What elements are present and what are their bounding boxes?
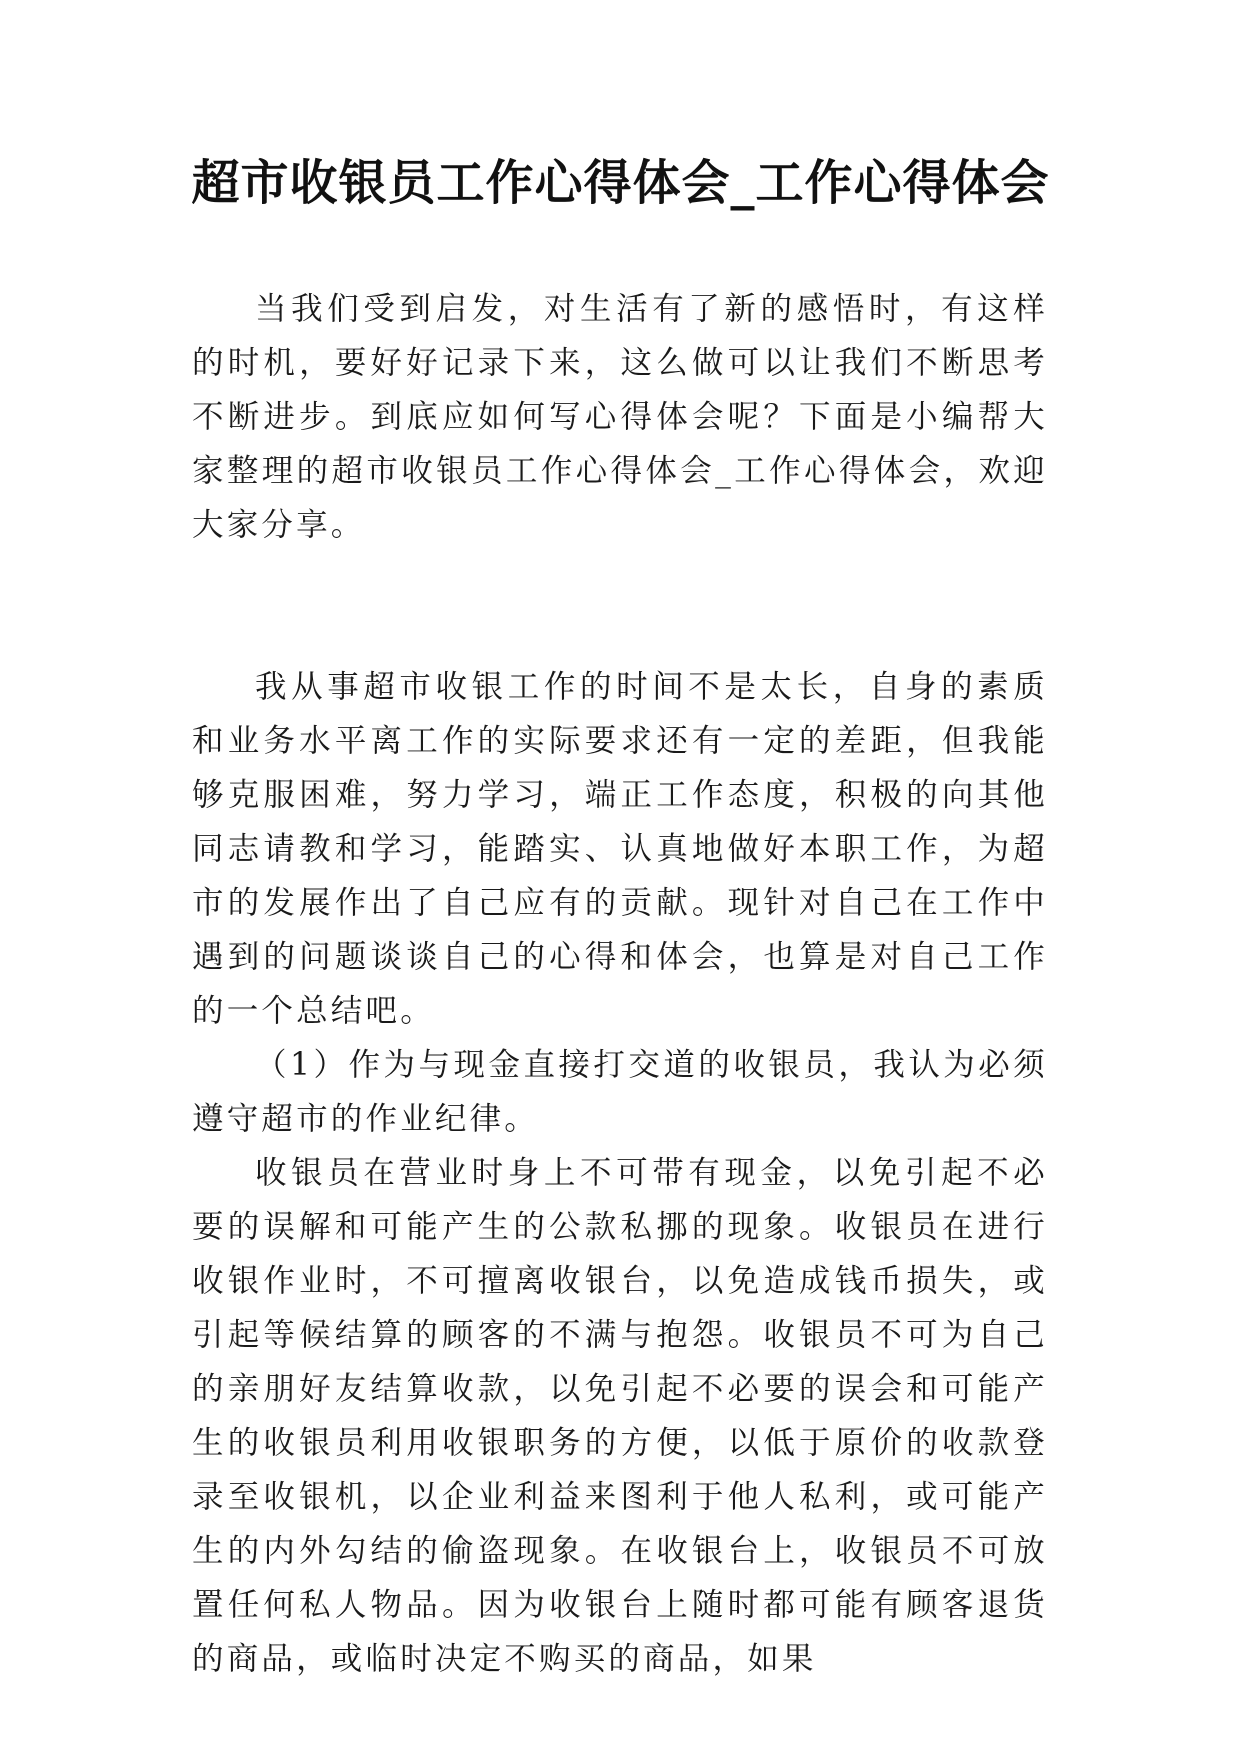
- document-title: 超市收银员工作心得体会_工作心得体会: [191, 155, 1050, 211]
- paragraph-gap: [192, 552, 1048, 660]
- body-paragraph: （1）作为与现金直接打交道的收银员，我认为必须遵守超市的作业纪律。: [192, 1047, 1048, 1137]
- intro-paragraph: 当我们受到启发，对生活有了新的感悟时，有这样的时机，要好好记录下来，这么做可以让我们不断思考不断进步。到底应如何写心得体会呢？下面是小编帮大家整理的超市收银员工作心得体会_工作心得体会，欢迎大家分享。: [192, 291, 1048, 543]
- document-body: [192, 282, 1048, 1686]
- body-paragraph: 我从事超市收银工作的时间不是太长，自身的素质和业务水平离工作的实际要求还有一定的差距，但我能够克服困难，努力学习，端正工作态度，积极的向其他同志请教和学习，能踏实、认真地做好本职工作，为超市的发展作出了自己应有的贡献。现针对自己在工作中遇到的问题谈谈自己的心得和体会，也算是对自己工作的一个总结吧。: [192, 669, 1048, 1029]
- body-paragraph: 收银员在营业时身上不可带有现金，以免引起不必要的误解和可能产生的公款私挪的现象。收银员在进行收银作业时，不可擅离收银台，以免造成钱币损失，或引起等候结算的顾客的不满与抱怨。收银员不可为自己的亲朋好友结算收款，以免引起不必要的误会和可能产生的收银员利用收银职务的方便，以低于原价的收款登录至收银机，以企业利益来图利于他人私利，或可能产生的内外勾结的偷盗现象。在收银台上，收银员不可放置任何私人物品。因为收银台上随时都可能有顾客退货的商品，或临时决定不购买的商品，如果: [192, 1155, 1048, 1677]
